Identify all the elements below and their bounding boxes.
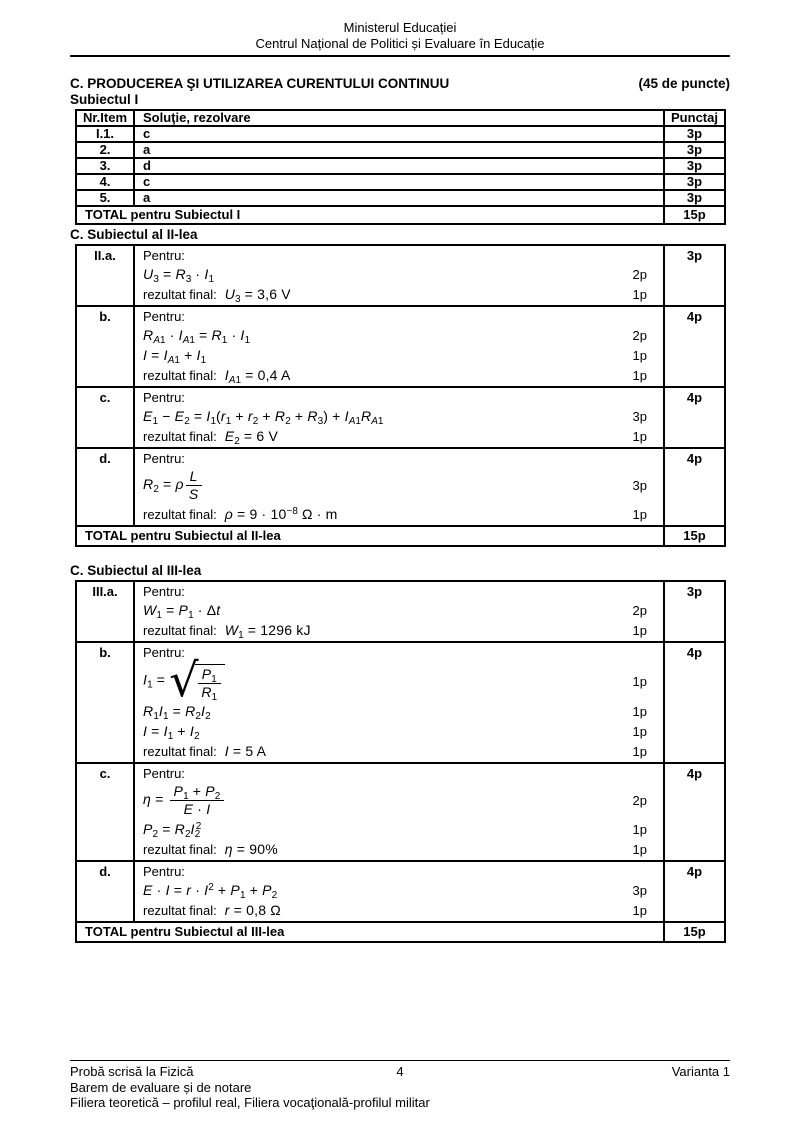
answer-letter: d	[134, 158, 664, 174]
total-label: TOTAL pentru Subiectul al III-lea	[76, 922, 664, 942]
solution-line	[135, 247, 663, 264]
result-prefix: rezultat final:	[143, 506, 217, 522]
solution-line	[135, 741, 663, 761]
line-points: 1p	[632, 703, 647, 719]
total-row	[76, 922, 725, 942]
solution-line	[135, 765, 663, 782]
formula: $E_1 - E_2 = I_1(r_1 + r_2 + R_2 + R_3) + I_{A1}R_{A1}$	[143, 408, 384, 427]
solution-line	[135, 345, 663, 365]
item-number: 5.	[76, 190, 134, 206]
item-number: b.	[76, 642, 134, 763]
answer-letter: a	[134, 190, 664, 206]
footer-line3: Filiera teoretică – profilul real, Filiera vocaţională-profilul militar	[70, 1095, 430, 1110]
rubric-row	[76, 763, 725, 861]
answer-letter: c	[134, 126, 664, 142]
item-number: 2.	[76, 142, 134, 158]
document-header	[70, 20, 730, 57]
footer-line2: Barem de evaluare și de notare	[70, 1079, 252, 1095]
formula: η = $\frac{P_1 + P_2}{E \cdot I}$	[143, 782, 226, 819]
result-line	[143, 743, 266, 759]
item-number: d.	[76, 448, 134, 526]
solution-line	[135, 308, 663, 325]
solution-line	[135, 264, 663, 284]
row-points: 4p	[664, 448, 725, 526]
answer-letter: a	[134, 142, 664, 158]
solution-line	[135, 467, 663, 504]
section-title: C. PRODUCEREA ŞI UTILIZAREA CURENTULUI CONTINUU	[70, 76, 450, 91]
solution-line	[135, 426, 663, 446]
formula: $I_1$ = √ $\frac{P_1}{R_1}$	[143, 661, 225, 701]
line-points: 2p	[632, 266, 647, 282]
formula: η = 90%	[224, 841, 278, 857]
result-prefix: rezultat final:	[143, 428, 217, 444]
line-points: 1p	[632, 673, 647, 689]
line-points: 1p	[632, 347, 647, 363]
answer-row	[76, 174, 725, 190]
formula: r = 0,8 Ω	[224, 902, 281, 918]
answer-row	[76, 158, 725, 174]
variant-label: Varianta 1	[671, 1064, 730, 1079]
line-text: Pentru:	[143, 864, 185, 879]
result-line	[143, 841, 278, 857]
solution-line	[135, 721, 663, 741]
formula: $R_1I_1 = R_2I_2$	[143, 703, 211, 722]
total-points: 15p	[664, 526, 725, 546]
answer-row	[76, 142, 725, 158]
line-points: 3p	[632, 882, 647, 898]
solution-line	[135, 600, 663, 620]
line-text: Pentru:	[143, 766, 185, 781]
solution-line	[135, 819, 663, 839]
table-header-row	[76, 110, 725, 126]
result-prefix: rezultat final:	[143, 841, 217, 857]
rubric-row	[76, 387, 725, 448]
rubric-row	[76, 642, 725, 763]
formula: $U_3 = 3,6$ V	[224, 286, 291, 305]
line-text: Pentru:	[143, 645, 185, 660]
rubric-row	[76, 306, 725, 387]
line-points: 1p	[632, 622, 647, 638]
formula: $R_{A1} \cdot I_{A1} = R_1 \cdot I_1$	[143, 327, 251, 346]
solution-line	[135, 325, 663, 345]
page-footer	[70, 1060, 730, 1111]
line-points: 1p	[632, 723, 647, 739]
page-number: 4	[396, 1064, 404, 1079]
line-points: 2p	[632, 327, 647, 343]
solution-line	[135, 900, 663, 920]
item-number: d.	[76, 861, 134, 922]
row-points: 3p	[664, 245, 725, 306]
result-prefix: rezultat final:	[143, 743, 217, 759]
solution-line	[135, 583, 663, 600]
col-header-points: Punctaj	[664, 110, 725, 126]
solution-line	[135, 406, 663, 426]
answer-letter: c	[134, 174, 664, 190]
item-number: I.1.	[76, 126, 134, 142]
solution-line	[135, 653, 663, 707]
item-number: 4.	[76, 174, 134, 190]
formula: $E \cdot I = r \cdot I^2 + P_1 + P_2$	[143, 882, 278, 901]
col-header-solution: Soluţie, rezolvare	[134, 110, 664, 126]
result-prefix: rezultat final:	[143, 622, 217, 638]
result-line	[143, 506, 338, 522]
line-points: 1p	[632, 743, 647, 759]
formula: $\rho = 9 \cdot 10^{-8}$ Ω · m	[224, 506, 338, 522]
subject3-table	[75, 580, 726, 943]
rubric-row	[76, 861, 725, 922]
line-points: 1p	[632, 428, 647, 444]
solution-line	[135, 450, 663, 467]
section-points: (45 de puncte)	[638, 76, 730, 91]
line-text: Pentru:	[143, 390, 185, 405]
total-label: TOTAL pentru Subiectul I	[76, 206, 664, 224]
line-text: Pentru:	[143, 248, 185, 263]
solution-line	[135, 880, 663, 900]
item-number: c.	[76, 763, 134, 861]
total-points: 15p	[664, 206, 725, 224]
result-line	[143, 622, 311, 641]
col-header-item: Nr.Item	[76, 110, 134, 126]
line-points: 2p	[632, 602, 647, 618]
result-prefix: rezultat final:	[143, 286, 217, 302]
solution-line	[135, 839, 663, 859]
solution-line	[135, 644, 663, 661]
line-points: 3p	[632, 478, 647, 493]
solution-line	[135, 284, 663, 304]
rubric-row	[76, 448, 725, 526]
row-points: 4p	[664, 861, 725, 922]
formula: $P_2 = R_2I_2^2$	[143, 821, 202, 840]
item-number: b.	[76, 306, 134, 387]
formula: $R_2 = \rho$ $\frac{L}{S}$	[143, 467, 204, 504]
total-points: 15p	[664, 922, 725, 942]
solution-line	[135, 389, 663, 406]
section-heading	[70, 76, 730, 92]
center-name: Centrul Național de Politici și Evaluare în Educație	[255, 36, 545, 51]
solution-line	[135, 863, 663, 880]
subject3-title: C. Subiectul al III-lea	[70, 563, 202, 578]
answer-row	[76, 190, 725, 206]
answer-points: 3p	[664, 142, 725, 158]
ministry-name: Ministerul Educației	[343, 20, 457, 35]
row-points: 4p	[664, 763, 725, 861]
formula: $I = I_1 + I_2$	[143, 723, 200, 742]
subject1-table	[75, 109, 726, 225]
solution-line	[135, 504, 663, 524]
formula: I = 5 A	[224, 743, 267, 759]
line-points: 1p	[632, 506, 647, 522]
line-points: 3p	[632, 408, 647, 424]
answer-points: 3p	[664, 126, 725, 142]
total-row	[76, 526, 725, 546]
formula: $U_3 = R_3 \cdot I_1$	[143, 266, 215, 285]
line-text: Pentru:	[143, 451, 185, 466]
total-row	[76, 206, 725, 224]
item-number: II.a.	[76, 245, 134, 306]
result-line	[143, 286, 291, 305]
answer-points: 3p	[664, 174, 725, 190]
formula: $W_1 = P_1 \cdot \Delta t$	[143, 602, 221, 621]
solution-line	[135, 365, 663, 385]
solution-line	[135, 782, 663, 819]
row-points: 3p	[664, 581, 725, 642]
answer-points: 3p	[664, 158, 725, 174]
line-text: Pentru:	[143, 309, 185, 324]
formula: $I = I_{A1} + I_1$	[143, 347, 207, 366]
row-points: 4p	[664, 306, 725, 387]
line-points: 1p	[632, 841, 647, 857]
result-line	[143, 367, 291, 386]
total-label: TOTAL pentru Subiectul al II-lea	[76, 526, 664, 546]
footer-doc-title: Probă scrisă la Fizică	[70, 1064, 194, 1079]
subject2-table	[75, 244, 726, 547]
result-line	[143, 428, 278, 447]
answer-points: 3p	[664, 190, 725, 206]
rubric-row	[76, 581, 725, 642]
formula: $I_{A1} = 0,4$ A	[224, 367, 291, 386]
rubric-row	[76, 245, 725, 306]
item-number: 3.	[76, 158, 134, 174]
formula: $E_2 = 6$ V	[224, 428, 278, 447]
subject1-title: Subiectul I	[70, 92, 139, 107]
item-number: c.	[76, 387, 134, 448]
answer-row	[76, 126, 725, 142]
line-points: 2p	[632, 793, 647, 808]
line-points: 1p	[632, 821, 647, 837]
result-prefix: rezultat final:	[143, 902, 217, 918]
formula: $W_1 = 1296$ kJ	[224, 622, 311, 641]
item-number: III.a.	[76, 581, 134, 642]
result-prefix: rezultat final:	[143, 367, 217, 383]
result-line	[143, 902, 281, 918]
line-points: 1p	[632, 367, 647, 383]
solution-line	[135, 620, 663, 640]
row-points: 4p	[664, 387, 725, 448]
row-points: 4p	[664, 642, 725, 763]
line-text: Pentru:	[143, 584, 185, 599]
solution-line	[135, 701, 663, 721]
subject2-title: C. Subiectul al II-lea	[70, 227, 198, 242]
line-points: 1p	[632, 902, 647, 918]
line-points: 1p	[632, 286, 647, 302]
